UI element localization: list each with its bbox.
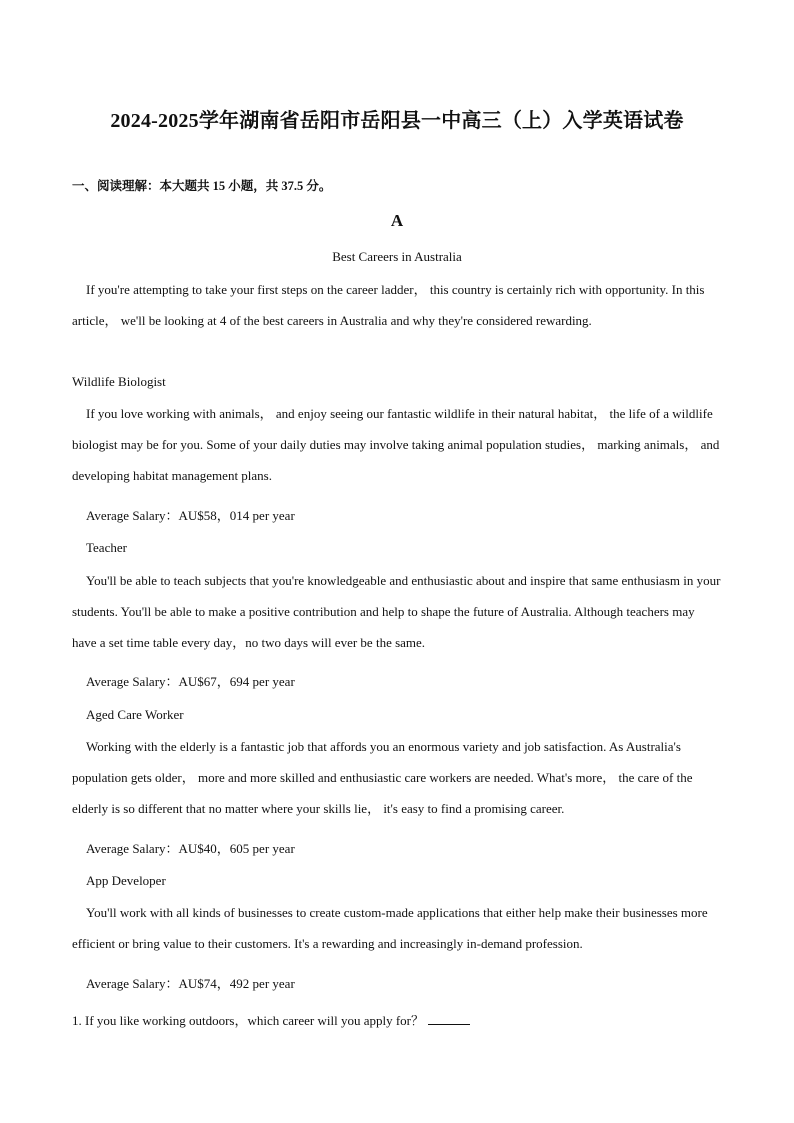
career-description-aged-care-worker: Working with the elderly is a fantastic job that affords you an enormous variety and job satisfaction. As Australia's population gets older， more and more skilled and enthusiastic care workers are needed. What's more， the care of the elderly is so different that no matter where your skills lie， it's easy to find a promising career. [72,739,693,816]
question-item [72,1010,470,1029]
career-heading-aged-care-worker: Aged Care Worker [86,707,184,722]
career-heading-teacher: Teacher [86,540,127,555]
answer-blank[interactable] [428,1012,470,1025]
page-title: 2024-2025学年湖南省岳阳市岳阳县一中高三（上）入学英语试卷 [110,110,684,132]
passage-intro: If you're attempting to take your first steps on the career ladder， this country is certainly rich with opportunity. In this article， we'll be looking at 4 of the best careers in Australia and why they're considered rewarding. [72,282,705,328]
career-heading-app-developer: App Developer [86,873,166,888]
section-heading: 一、阅读理解：本大题共 15 小题，共 37.5 分。 [72,179,332,193]
passage-title: Best Careers in Australia [332,249,462,264]
career-salary-aged-care-worker: Average Salary：AU$40，605 per year [86,841,295,856]
career-description-wildlife-biologist: If you love working with animals， and enjoy seeing our fantastic wildlife in their natural habitat， the life of a wildlife biologist may be for you. Some of your daily duties may involve taking animal population studies， marking animals， and developing habitat management plans. [72,406,720,483]
question-text: 1. If you like working outdoors，which career will you apply for？ [72,1013,425,1028]
career-heading-wildlife-biologist: Wildlife Biologist [72,374,166,389]
career-salary-app-developer: Average Salary：AU$74，492 per year [86,976,295,991]
career-description-app-developer: You'll work with all kinds of businesses to create custom-made applications that either help make their businesses more efficient or bring value to their customers. It's a rewarding and increasingly in-demand profession. [72,905,708,951]
passage-letter: A [390,211,404,230]
career-description-teacher: You'll be able to teach subjects that you're knowledgeable and enthusiastic about and inspire that same enthusiasm in your students. You'll be able to make a positive contribution and help to shape the future of Australia. Although teachers may have a set time table every day，no two days will ever be the same. [72,573,721,650]
career-salary-teacher: Average Salary：AU$67，694 per year [86,674,295,689]
career-salary-wildlife-biologist: Average Salary：AU$58，014 per year [86,508,295,523]
